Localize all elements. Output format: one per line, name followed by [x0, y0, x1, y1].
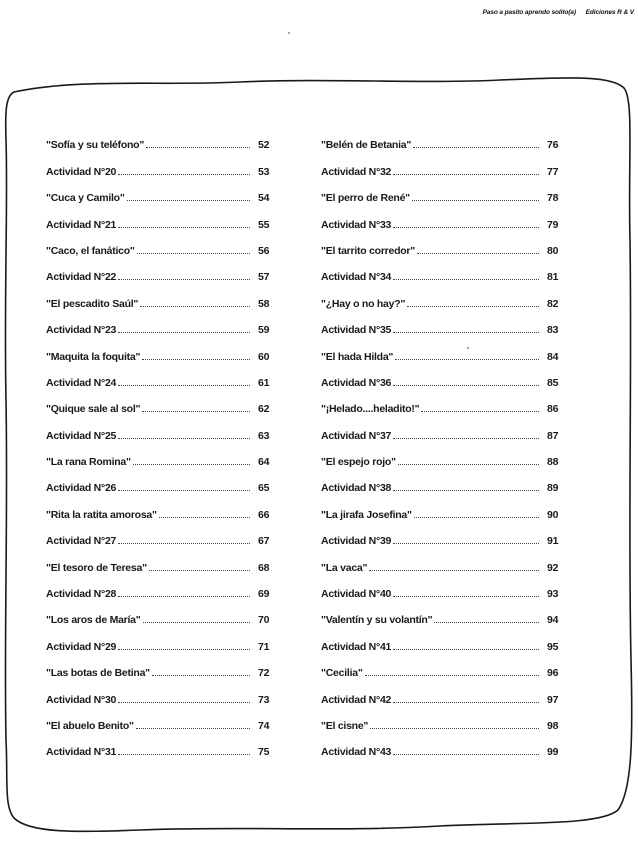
toc-entry	[46, 336, 282, 362]
dot-leader	[417, 253, 539, 254]
toc-entry	[321, 494, 573, 520]
toc-entry-title: Actividad N°37	[321, 429, 392, 442]
toc-entry	[46, 600, 282, 626]
toc-entry-title: Actividad N°36	[321, 376, 392, 389]
toc-entry-title: Actividad N°28	[46, 588, 117, 601]
toc-entry	[46, 125, 282, 151]
toc-entry-page-number: 83	[547, 324, 559, 337]
toc-entry-title: "Las botas de Betina"	[46, 667, 150, 680]
toc-entry-page-number: 63	[258, 429, 270, 442]
toc-entry-title: Actividad N°32	[321, 165, 392, 178]
toc-entry	[46, 679, 282, 705]
dot-leader	[393, 385, 539, 386]
toc-entry	[321, 415, 573, 441]
dot-leader	[421, 411, 539, 412]
toc-entry-page-number: 95	[547, 640, 559, 653]
toc-entry-page-number: 55	[258, 218, 270, 231]
dot-leader	[398, 464, 539, 465]
toc-entry	[46, 653, 282, 679]
toc-entry-page-number: 62	[258, 403, 270, 416]
dot-leader	[393, 332, 539, 333]
dot-leader	[118, 490, 250, 491]
toc-entry-title: Actividad N°24	[46, 376, 117, 389]
publisher-name: Ediciones R & V	[585, 9, 634, 16]
toc-entry-title: Actividad N°22	[46, 271, 117, 284]
dot-leader	[118, 543, 250, 544]
dot-leader	[118, 227, 250, 228]
toc-entry-title: "Rita la ratita amorosa"	[46, 508, 157, 521]
toc-entry-page-number: 65	[258, 482, 270, 495]
dot-leader	[393, 174, 539, 175]
toc-entry-page-number: 66	[258, 508, 270, 521]
toc-entry	[321, 257, 573, 283]
toc-entry-page-number: 88	[547, 456, 559, 469]
toc-entry	[321, 283, 573, 309]
dot-leader	[369, 570, 539, 571]
toc-entry	[321, 442, 573, 468]
dot-leader	[127, 200, 250, 201]
toc-entry-title: Actividad N°27	[46, 535, 117, 548]
toc-entry	[321, 600, 573, 626]
toc-left-column	[46, 125, 282, 758]
dot-leader	[370, 728, 539, 729]
dot-leader	[140, 306, 250, 307]
toc-entry-title: "El pescadito Saúl"	[46, 297, 139, 310]
toc-entry-page-number: 77	[547, 165, 559, 178]
toc-entry-title: Actividad N°39	[321, 535, 392, 548]
toc-entry-title: "Caco, el fanático"	[46, 244, 135, 257]
toc-entry-title: Actividad N°43	[321, 746, 392, 759]
dot-leader	[393, 227, 539, 228]
toc-entry-title: Actividad N°25	[46, 429, 117, 442]
toc-entry	[321, 125, 573, 151]
toc-entry	[46, 468, 282, 494]
toc-entry	[46, 494, 282, 520]
toc-entry-title: Actividad N°23	[46, 324, 117, 337]
toc-entry-page-number: 69	[258, 588, 270, 601]
dot-leader	[133, 464, 250, 465]
toc-entry-page-number: 68	[258, 561, 270, 574]
dot-leader	[434, 622, 539, 623]
toc-entry-page-number: 94	[547, 614, 559, 627]
toc-entry-title: Actividad N°29	[46, 640, 117, 653]
dot-leader	[118, 702, 250, 703]
toc-entry-title: "El tarrito corredor"	[321, 244, 415, 257]
toc-entry	[46, 178, 282, 204]
toc-entry	[321, 204, 573, 230]
book-title: Paso a pasito aprendo solito(a)	[482, 9, 576, 16]
dot-leader	[393, 438, 539, 439]
toc-entry-page-number: 70	[258, 614, 270, 627]
scan-speck	[288, 32, 290, 34]
dot-leader	[393, 649, 539, 650]
dot-leader	[118, 754, 250, 755]
toc-entry-title: Actividad N°33	[321, 218, 392, 231]
toc-entry-title: "El espejo rojo"	[321, 456, 396, 469]
toc-entry-page-number: 53	[258, 165, 270, 178]
toc-entry-title: Actividad N°26	[46, 482, 117, 495]
dot-leader	[118, 596, 250, 597]
toc-entry-page-number: 97	[547, 693, 559, 706]
toc-entry	[46, 310, 282, 336]
toc-entry-page-number: 99	[547, 746, 559, 759]
toc-entry-title: "Cuca y Camilo"	[46, 192, 125, 205]
toc-entry-page-number: 72	[258, 667, 270, 680]
toc-entry-page-number: 98	[547, 719, 559, 732]
toc-entry	[321, 231, 573, 257]
dot-leader	[413, 147, 539, 148]
toc-entry-page-number: 91	[547, 535, 559, 548]
dot-leader	[412, 200, 539, 201]
toc-entry-title: "Belén de Betania"	[321, 139, 412, 152]
toc-entry	[321, 363, 573, 389]
toc-entry	[46, 547, 282, 573]
toc-entry-page-number: 75	[258, 746, 270, 759]
toc-entry-title: "Sofía y su teléfono"	[46, 139, 145, 152]
dot-leader	[393, 279, 539, 280]
dot-leader	[136, 728, 250, 729]
dot-leader	[118, 332, 250, 333]
toc-entry-page-number: 60	[258, 350, 270, 363]
toc-entry	[321, 679, 573, 705]
toc-entry	[46, 363, 282, 389]
dot-leader	[407, 306, 539, 307]
toc-entry	[46, 415, 282, 441]
toc-entry	[321, 732, 573, 758]
toc-entry-title: "El hada Hilda"	[321, 350, 394, 363]
toc-entry	[46, 204, 282, 230]
toc-entry-page-number: 79	[547, 218, 559, 231]
toc-entry-title: "El perro de René"	[321, 192, 410, 205]
toc-entry	[321, 389, 573, 415]
toc-entry-title: "El tesoro de Teresa"	[46, 561, 147, 574]
toc-entry-page-number: 89	[547, 482, 559, 495]
toc-entry-page-number: 64	[258, 456, 270, 469]
dot-leader	[393, 543, 539, 544]
toc-entry-page-number: 92	[547, 561, 559, 574]
toc-entry	[321, 706, 573, 732]
dot-leader	[414, 517, 539, 518]
toc-entry-title: Actividad N°35	[321, 324, 392, 337]
toc-entry-title: Actividad N°38	[321, 482, 392, 495]
toc-entry-title: "La vaca"	[321, 561, 368, 574]
toc-entry-page-number: 96	[547, 667, 559, 680]
dot-leader	[395, 359, 539, 360]
toc-entry-page-number: 56	[258, 244, 270, 257]
toc-entry	[321, 310, 573, 336]
toc-entry-page-number: 57	[258, 271, 270, 284]
toc-entry-page-number: 87	[547, 429, 559, 442]
toc-entry-page-number: 74	[258, 719, 270, 732]
toc-entry-title: "El cisne"	[321, 719, 369, 732]
toc-right-column	[321, 125, 573, 758]
toc-entry	[321, 653, 573, 679]
toc-entry-title: "La rana Romina"	[46, 456, 131, 469]
toc-entry-title: Actividad N°21	[46, 218, 117, 231]
dot-leader	[393, 702, 539, 703]
dot-leader	[393, 490, 539, 491]
dot-leader	[146, 147, 250, 148]
dot-leader	[118, 279, 250, 280]
toc-entry	[46, 706, 282, 732]
dot-leader	[118, 385, 250, 386]
toc-entry	[321, 574, 573, 600]
dot-leader	[142, 411, 250, 412]
toc-entry-page-number: 54	[258, 192, 270, 205]
toc-entry-page-number: 90	[547, 508, 559, 521]
toc-entry	[46, 521, 282, 547]
toc-entry	[46, 257, 282, 283]
toc-entry-page-number: 86	[547, 403, 559, 416]
dot-leader	[393, 596, 539, 597]
toc-entry-title: "Quique sale al sol"	[46, 403, 141, 416]
toc-entry-title: "Maquita la foquita"	[46, 350, 141, 363]
toc-entry-title: Actividad N°40	[321, 588, 392, 601]
toc-entry-page-number: 82	[547, 297, 559, 310]
toc-entry-title: Actividad N°34	[321, 271, 392, 284]
toc-entry-page-number: 52	[258, 139, 270, 152]
dot-leader	[142, 359, 250, 360]
toc-entry	[321, 547, 573, 573]
toc-entry-title: "El abuelo Benito"	[46, 719, 134, 732]
dot-leader	[118, 649, 250, 650]
toc-entry	[46, 283, 282, 309]
toc-entry	[46, 231, 282, 257]
toc-entry-page-number: 61	[258, 376, 270, 389]
toc-entry	[321, 151, 573, 177]
toc-entry	[46, 389, 282, 415]
toc-entry	[46, 442, 282, 468]
toc-entry	[321, 468, 573, 494]
toc-entry	[46, 626, 282, 652]
toc-entry-title: "¿Hay o no hay?"	[321, 297, 406, 310]
toc-entry	[321, 178, 573, 204]
toc-entry-page-number: 85	[547, 376, 559, 389]
toc-entry-page-number: 78	[547, 192, 559, 205]
toc-entry-title: "La jirafa Josefina"	[321, 508, 412, 521]
dot-leader	[152, 675, 250, 676]
toc-entry-page-number: 93	[547, 588, 559, 601]
toc-entry-title: Actividad N°30	[46, 693, 117, 706]
toc-entry-title: Actividad N°20	[46, 165, 117, 178]
toc-entry	[46, 574, 282, 600]
toc-entry-page-number: 84	[547, 350, 559, 363]
toc-entry	[321, 336, 573, 362]
dot-leader	[393, 754, 539, 755]
toc-entry	[321, 626, 573, 652]
toc-entry-page-number: 81	[547, 271, 559, 284]
toc-entry	[321, 521, 573, 547]
toc-entry	[46, 151, 282, 177]
toc-entry-title: Actividad N°42	[321, 693, 392, 706]
toc-entry-page-number: 76	[547, 139, 559, 152]
dot-leader	[365, 675, 539, 676]
dot-leader	[143, 622, 251, 623]
dot-leader	[149, 570, 250, 571]
toc-entry-page-number: 58	[258, 297, 270, 310]
dot-leader	[159, 517, 250, 518]
toc-entry-title: "Cecilia"	[321, 667, 363, 680]
toc-entry-title: "Valentín y su volantín"	[321, 614, 433, 627]
dot-leader	[137, 253, 250, 254]
toc-entry-title: Actividad N°41	[321, 640, 392, 653]
toc-entry-title: "Los aros de María"	[46, 614, 141, 627]
toc-entry-page-number: 71	[258, 640, 270, 653]
toc-entry-page-number: 67	[258, 535, 270, 548]
toc-entry-page-number: 80	[547, 244, 559, 257]
toc-entry-title: "¡Helado....heladito!"	[321, 403, 420, 416]
dot-leader	[118, 438, 250, 439]
toc-entry-title: Actividad N°31	[46, 746, 117, 759]
toc-entry-page-number: 59	[258, 324, 270, 337]
dot-leader	[118, 174, 250, 175]
toc-entry-page-number: 73	[258, 693, 270, 706]
toc-entry	[46, 732, 282, 758]
